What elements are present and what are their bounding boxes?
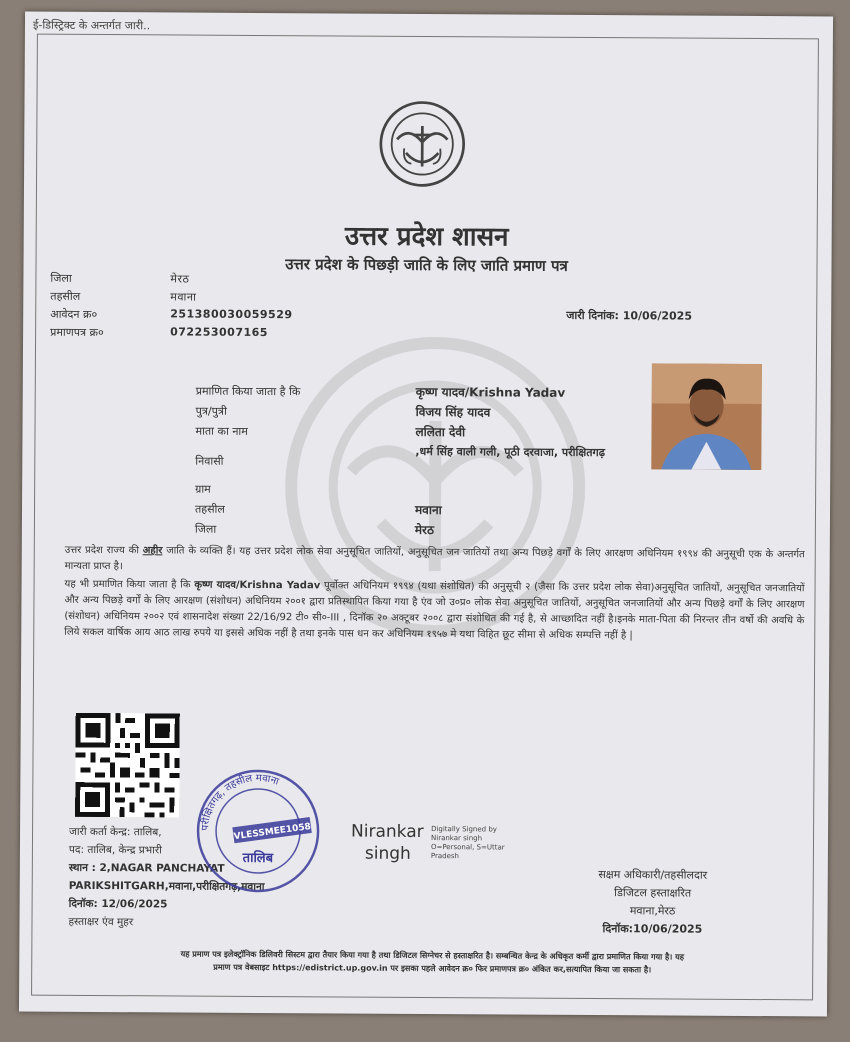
signer-name-line2: singh [364,843,411,864]
certificate-subtitle: उत्तर प्रदेश के पिछड़ी जाति के लिए जाति प्रमाण पत्र [285,255,568,275]
meta-label: आवेदन क्र० [50,307,98,321]
detail-row [195,522,665,545]
applicant-name: कृष्ण यादव/Krishna Yadav [415,384,566,400]
father-name: विजय सिंह यादव [415,404,491,420]
rubber-stamp-icon [193,766,324,897]
residence-address: ,धर्म सिंह वाली गली, पूठी दरवाजा, परीक्षितगढ़ [415,444,605,460]
detail-label: माता का नाम [195,424,248,438]
issuer-designation: पद: तालिब, केन्द्र प्रभारी [68,843,162,857]
up-state-emblem-icon [377,99,468,190]
para2-applicant-name: कृष्ण यादव/Krishna Yadav [194,579,321,592]
issue-date: जारी दिनांक: 10/06/2025 [566,308,693,323]
footer-line2: प्रमाण पत्र वेबसाइट https://edistrict.up.gov.in पर इसका पहले आवेदन क्र० फिर प्रमाणपत्र क्र० अंकित कर,सत्यापित किया जा सकता है। [213,962,652,975]
meta-label: प्रमाणपत्र क्र० [50,325,104,340]
footer-line1: यह प्रमाण पत्र इलेक्ट्रॉनिक डिलिवरी सिस्टम द्वारा तैयार किया गया है तथा डिजिटल सिग्नेचर से हस्ताक्षरित है। सम्बन्धित केन्द्र के अधिकृत कर्मी द्वारा प्रमाणित किया गया है। यह [180,949,685,962]
detail-label: जिला [194,522,217,536]
para2-text-b: पूर्वोक्त अधिनियम १९९४ (यथा संशोधित) की अनुसूची २ (जैसा कि उत्तर प्रदेश लोक सेवा)अनुसूचित जातियों, अनुसूचित जनजातियों और अन्य पिछड़े वर्गों के लिए आरक्षण (संशोधन) अधिनियम २००१ द्वारा प्रतिस्थापित किया गया है एंव जो उ०प्र० लोक सेवा अनुसूचित जातियों, अनुसूचित जनजातियों और अन्य पिछड़े वर्गों के लिए आरक्षण (संशोधन) अधिनियम २००२ एवं शासनादेश संख्या 22/16/92 टी० सी०-III , दिनॉक २० अक्टूबर २००८ द्वारा संशोधित की गई है, से आच्छादित नहीं है।इनके माता-पिता की निरन्तर तीन वर्षो की अवधि के लिये सकल वार्षिक आय आठ लाख रुपये या इससे अधिक नहीं है तथा इनके पास धन कर अधिनियम १९५७ मे यथा विहित छूट सीमा से अधिक सम्पत्ति नहीं है | [64,580,805,642]
issuer-place-address: PARIKSHITGARH,मवाना,परीक्षितगढ़,मवाना [68,879,265,894]
detail-row [195,502,665,525]
meta-value: मेरठ [170,272,190,286]
para2-text-a: यह भी प्रमाणित किया जाता है कि [64,578,195,591]
detail-row [195,444,665,481]
sig-meta-line: O=Personal, S=Uttar [430,843,505,852]
application-number: 251380030059529 [170,307,293,322]
stamp-name: तालिब [242,850,274,867]
meta-row [50,307,450,327]
details-block [195,384,666,567]
meta-label: तहसील [50,289,81,303]
digital-signature-meta [431,825,531,862]
certificate-number: 072253007165 [170,325,269,340]
sig-meta-line: Pradesh [430,852,460,861]
applicant-photo [651,363,762,470]
para1-text-b: जाति के व्यक्ति हैं। यह उत्तर प्रदेश लोक सेवा अनुसूचित जातियों, अनुसूचित जन जातियों तथा अन्य पिछड़े वर्गों के लिए आरक्षण अधिनियम १९९४ की अनुसूची एक के अन्तर्गत मान्यता प्राप्त है। [64,545,805,573]
para1-text-a: उत्तर प्रदेश राज्य की [64,544,143,557]
district-value: मेरठ [414,522,435,538]
edistrict-note: ई-डिस्ट्रिक्ट के अन्तर्गत जारी.. [32,18,151,33]
detail-label: निवासी [195,454,224,468]
stamp-code: VLESSMEE1058 [233,821,312,843]
income-paragraph [64,577,804,646]
signer-name-line1: Nirankar [350,821,424,842]
detail-row [195,482,665,505]
detail-label: ग्राम [195,482,211,496]
issuer-place: स्थान : 2,NAGAR PANCHAYAT [68,861,225,875]
digital-signer-name [351,821,424,865]
officer-location: मवाना,मेरठ [629,904,676,918]
mother-name: ललिता देवी [415,424,466,440]
officer-digitally-signed: डिजिटल हस्ताक्षरित [614,886,692,900]
competent-officer-block [552,866,752,939]
detail-label: पुत्र/पुत्री [195,404,227,418]
sig-meta-line: Nirankar singh [430,834,483,843]
issuer-stamp [193,766,324,897]
officer-date: दिनॉक:10/06/2025 [602,922,703,936]
stamp-ring-text: परीक्षितगढ़, तहसील मवाना [199,772,281,831]
caste-paragraph [65,543,805,580]
caste-name: अहीर [142,545,163,557]
certificate-frame [31,34,819,1001]
issuer-center: जारी कर्ता केन्द्र: तालिब, [69,825,162,839]
detail-row [196,404,666,427]
footer-note [62,947,802,978]
person-photo-icon [651,363,762,470]
detail-label: तहसील [194,502,225,516]
meta-row [50,325,450,345]
tehsil-value: मवाना [414,502,442,518]
qr-code-icon [73,713,182,818]
detail-label: प्रमाणित किया जाता है कि [195,384,301,399]
certificate-page [19,12,833,1017]
officer-designation: सक्षम अधिकारी/तहसीलदार [598,868,708,882]
meta-label: जिला [50,271,72,285]
detail-row [195,424,665,447]
village [415,483,645,484]
signature-seal-label: हस्ताक्षर एंव मुहर [68,915,134,929]
meta-row [50,289,450,309]
meta-value: मवाना [170,290,197,304]
sig-meta-line: Digitally Signed by [431,825,497,834]
page-title: उत्तर प्रदेश शासन [344,221,509,253]
svg-text:परीक्षितगढ़, तहसील मवाना [199,773,280,832]
issuer-date: दिनॉक: 12/06/2025 [68,897,168,911]
meta-block [50,271,450,353]
